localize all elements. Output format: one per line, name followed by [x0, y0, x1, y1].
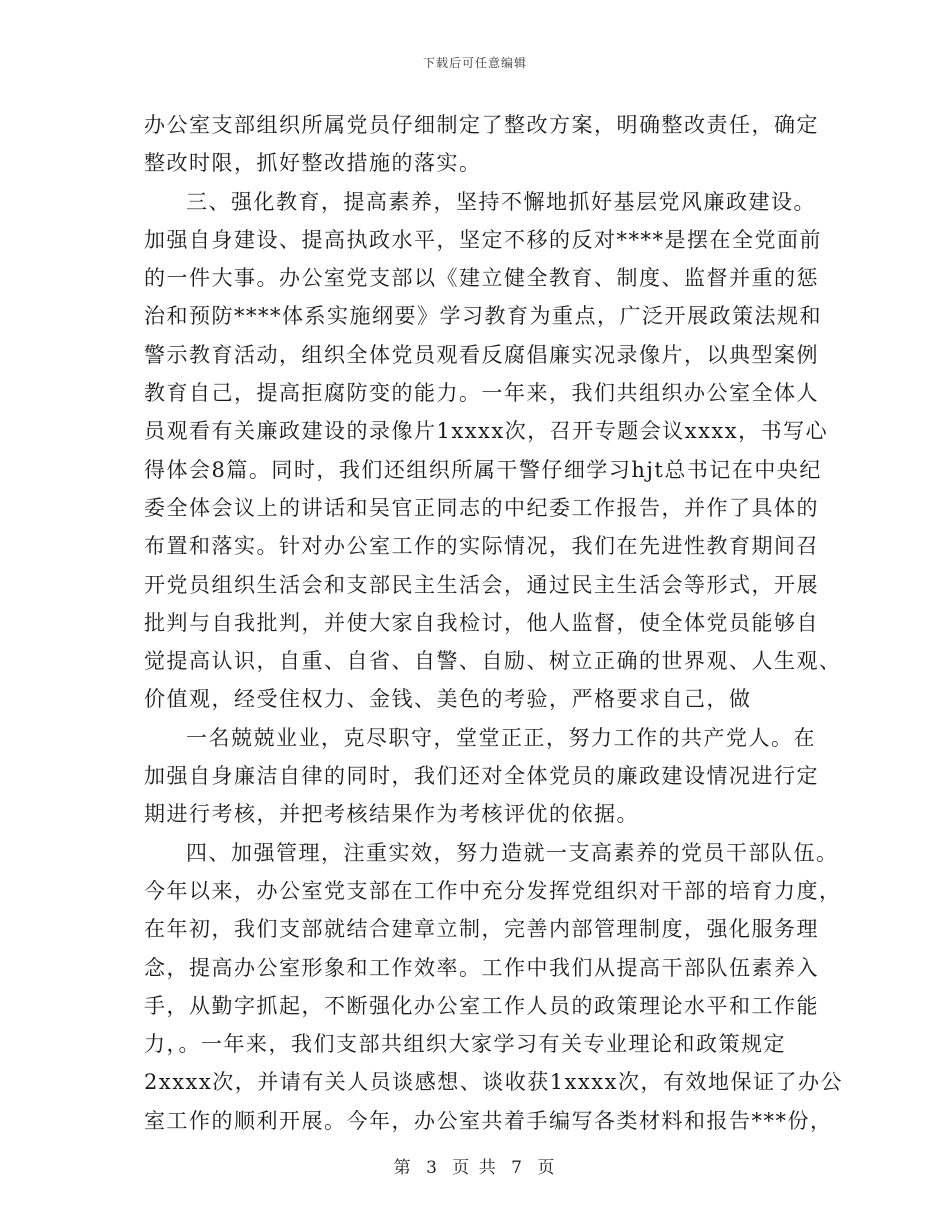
text-line: 布置和落实。针对办公室工作的实际情况，我们在先进性教育期间召	[144, 534, 819, 559]
text-line: 得体会8篇。同时，我们还组织所属干警仔细学习hjt总书记在中央纪	[144, 457, 822, 482]
text-line: 委全体会议上的讲话和吴官正同志的中纪委工作报告，并作了具体的	[144, 495, 819, 520]
text-line: 力，。一年来，我们支部共组织大家学习有关专业理论和政策规定	[144, 1032, 786, 1057]
footer-suffix: 页	[537, 1158, 557, 1178]
document-body	[144, 106, 843, 1140]
text-line: 2xxxx次，并请有关人员谈感想、谈收获1xxxx次，有效地保证了办公	[144, 1070, 843, 1095]
text-line: 的一件大事。办公室党支部以《建立健全教育、制度、监督并重的惩	[144, 266, 819, 291]
text-line: 室工作的顺利开展。今年，办公室共着手编写各类材料和报告***份，	[144, 1108, 833, 1133]
text-line: 价值观，经受住权力、金钱、美色的考验，严格要求自己，做	[144, 687, 752, 712]
text-line: 批判与自我批判，并使大家自我检讨，他人监督，使全体党员能够自	[144, 610, 819, 635]
section-heading-3: 三、强化教育，提高素养，坚持不懈地抓好基层党风廉政建设。	[186, 189, 816, 214]
footer-prefix: 第	[393, 1158, 413, 1178]
text-line: 念，提高办公室形象和工作效率。工作中我们从提高干部队伍素养入	[144, 955, 819, 980]
text-line: 开党员组织生活会和支部民主生活会，通过民主生活会等形式，开展	[144, 572, 819, 597]
total-page-count: 7	[511, 1158, 524, 1178]
text-line: 警示教育活动，组织全体党员观看反腐倡廉实况录像片，以典型案例	[144, 342, 819, 367]
text-line: 期进行考核，并把考核结果作为考核评优的依据。	[144, 802, 639, 827]
text-line: 办公室支部组织所属党员仔细制定了整改方案，明确整改责任，确定	[144, 113, 819, 137]
text-line: 手，从勤字抓起，不断强化办公室工作人员的政策理论水平和工作能	[144, 993, 819, 1018]
footer-middle: 页 共	[452, 1158, 498, 1178]
text-line: 整改时限，抓好整改措施的落实。	[144, 151, 482, 176]
page-header-note: 下载后可任意编辑	[422, 56, 527, 70]
current-page-number: 3	[426, 1158, 439, 1178]
text-line: 教育自己，提高拒腐防变的能力。一年来，我们共组织办公室全体人	[144, 381, 819, 406]
text-line: 加强自身建设、提高执政水平，坚定不移的反对****是摆在全党面前	[144, 227, 822, 252]
text-line: 今年以来，办公室党支部在工作中充分发挥党组织对干部的培育力度，	[144, 878, 842, 903]
text-line: 觉提高认识，自重、自省、自警、自励、树立正确的世界观、人生观、	[144, 649, 842, 674]
text-line: 在年初，我们支部就结合建章立制，完善内部管理制度，强化服务理	[144, 917, 819, 942]
text-line: 加强自身廉洁自律的同时，我们还对全体党员的廉政建设情况进行定	[144, 764, 819, 789]
text-line: 员观看有关廉政建设的录像片1xxxx次，召开专题会议xxxx，书写心	[144, 419, 829, 444]
text-line: 一名兢兢业业，克尽职守，堂堂正正，努力工作的共产党人。在	[186, 725, 816, 750]
text-line: 治和预防****体系实施纲要》学习教育为重点，广泛开展政策法规和	[144, 304, 822, 329]
section-heading-4: 四、加强管理，注重实效，努力造就一支高素养的党员干部队伍。	[186, 840, 839, 865]
page-number-footer	[0, 1153, 950, 1178]
